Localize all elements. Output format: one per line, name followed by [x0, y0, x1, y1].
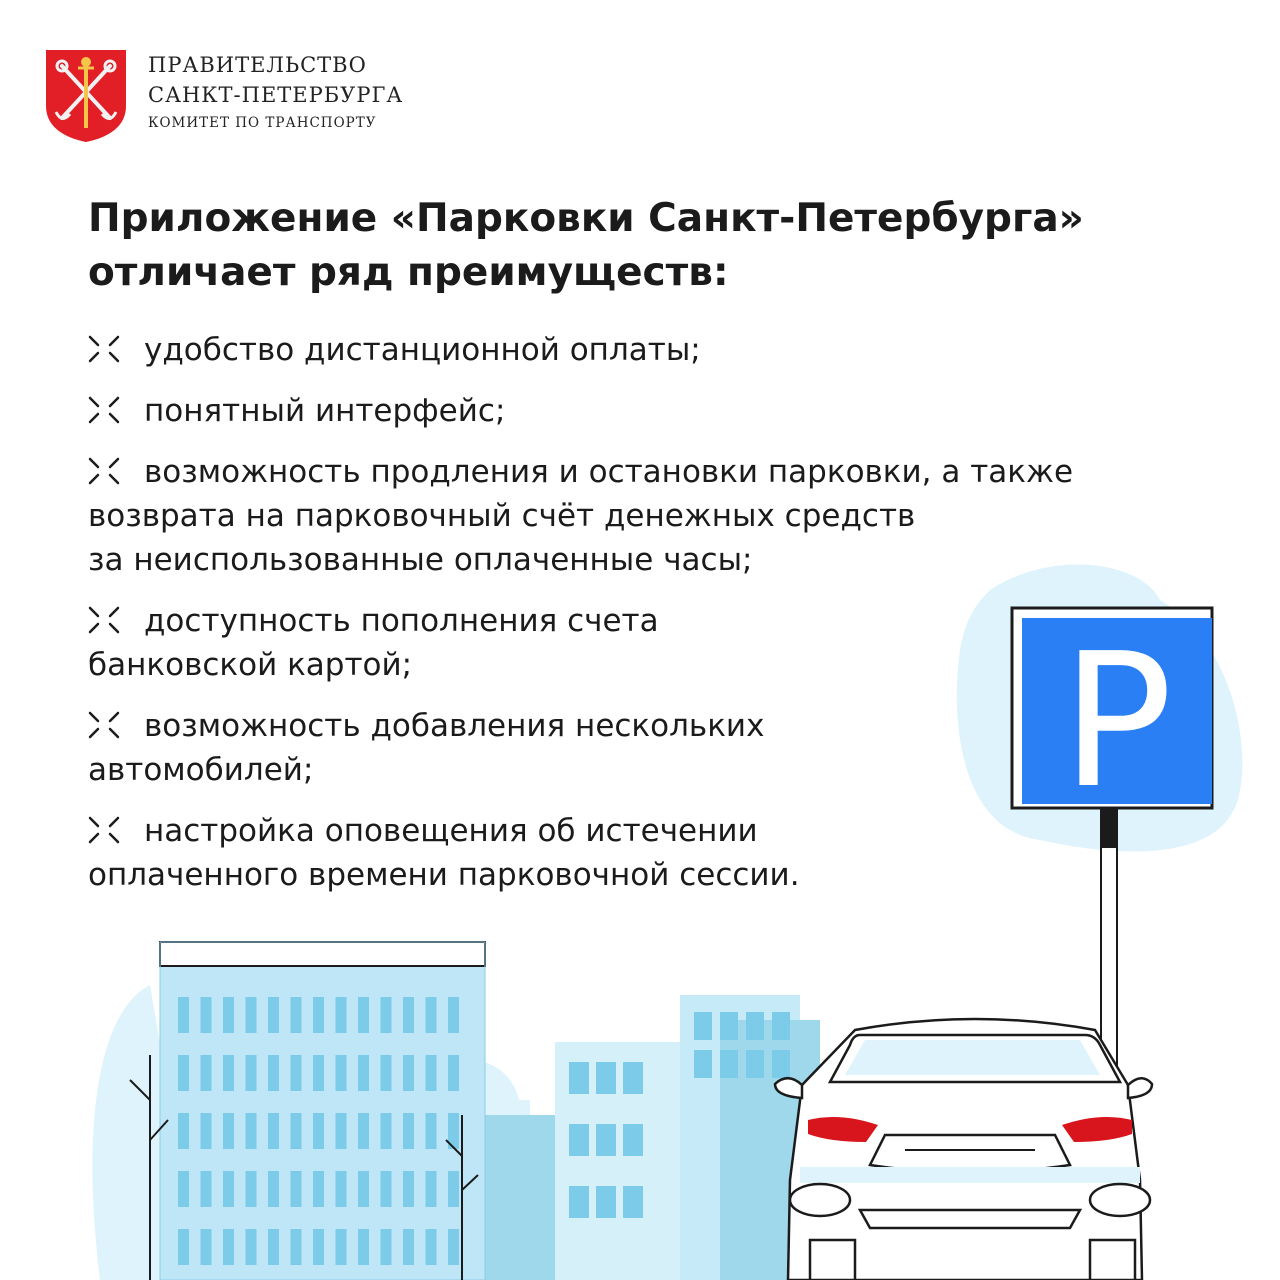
- building-window: [426, 1229, 437, 1265]
- building-window: [403, 1171, 414, 1207]
- bullet-brackets-icon: [88, 394, 120, 426]
- bullet-brackets-icon: [88, 333, 120, 365]
- building-window: [246, 1229, 257, 1265]
- benefit-text: банковской картой;: [88, 647, 413, 683]
- building-window: [358, 1229, 369, 1265]
- building-window: [403, 1055, 414, 1091]
- building-window: [403, 1113, 414, 1149]
- building-window: [268, 1113, 279, 1149]
- list-item: [88, 599, 1198, 687]
- benefit-text: возможность продления и остановки парковки, а также: [144, 454, 1074, 490]
- list-item: [88, 704, 1198, 792]
- building-window: [246, 1055, 257, 1091]
- building-window: [201, 1171, 212, 1207]
- building-window: [448, 1055, 459, 1091]
- building-window: [178, 1171, 189, 1207]
- building-window: [246, 1113, 257, 1149]
- car-illustration: [775, 1019, 1152, 1280]
- building-window: [381, 1171, 392, 1207]
- benefit-text: за неиспользованные оплаченные часы;: [88, 542, 753, 578]
- building-window: [223, 1229, 234, 1265]
- building-window: [426, 1171, 437, 1207]
- building-window: [268, 997, 279, 1033]
- building-window: [313, 1113, 324, 1149]
- building-window: [178, 1113, 189, 1149]
- building-window: [381, 1229, 392, 1265]
- building-window: [336, 1055, 347, 1091]
- building-window: [426, 1113, 437, 1149]
- building-window: [201, 1229, 212, 1265]
- benefit-text: возможность добавления нескольких: [144, 708, 765, 744]
- list-item: [88, 328, 1198, 372]
- benefit-text: настройка оповещения об истечении: [144, 813, 758, 849]
- benefits-list: [88, 328, 1198, 914]
- bullet-brackets-icon: [88, 455, 120, 487]
- building-window: [426, 997, 437, 1033]
- building-window: [336, 1229, 347, 1265]
- benefit-text: доступность пополнения счета: [144, 603, 659, 639]
- building-window: [178, 997, 189, 1033]
- building-windows-mid: [569, 1062, 643, 1218]
- building-window: [201, 1055, 212, 1091]
- building-window: [313, 1171, 324, 1207]
- building-window: [201, 1113, 212, 1149]
- building-window: [223, 1171, 234, 1207]
- list-item: [88, 389, 1198, 433]
- building-window: [403, 1229, 414, 1265]
- building-window: [313, 997, 324, 1033]
- building-window: [223, 1055, 234, 1091]
- coat-of-arms-icon: [44, 48, 128, 144]
- building-window: [223, 997, 234, 1033]
- building-window: [223, 1113, 234, 1149]
- organization-name: [148, 50, 403, 136]
- building-window: [291, 997, 302, 1033]
- building-window: [246, 997, 257, 1033]
- benefit-text: оплаченного времени парковочной сессии.: [88, 857, 800, 893]
- building-window: [291, 1229, 302, 1265]
- benefit-text: возврата на парковочный счёт денежных средств: [88, 498, 916, 534]
- list-item: [88, 809, 1198, 897]
- building-window: [448, 1229, 459, 1265]
- building-window: [201, 997, 212, 1033]
- org-line-3: КОМИТЕТ ПО ТРАНСПОРТУ: [148, 115, 377, 131]
- org-line-2: САНКТ-ПЕТЕРБУРГА: [148, 83, 404, 107]
- building-window: [268, 1055, 279, 1091]
- header: [44, 48, 464, 148]
- building-window: [336, 997, 347, 1033]
- building-window: [381, 1055, 392, 1091]
- title-line-1: Приложение «Парковки Санкт-Петербурга»: [88, 196, 1084, 241]
- building-window: [358, 997, 369, 1033]
- building-window: [381, 997, 392, 1033]
- building-window: [291, 1113, 302, 1149]
- bullet-brackets-icon: [88, 814, 120, 846]
- benefit-text: понятный интерфейс;: [144, 393, 506, 429]
- building-window: [178, 1055, 189, 1091]
- sign-letter: P: [1061, 613, 1173, 829]
- building-window: [268, 1229, 279, 1265]
- building-window: [291, 1055, 302, 1091]
- benefit-text: автомобилей;: [88, 752, 314, 788]
- title-line-2: отличает ряд преимуществ:: [88, 250, 729, 295]
- building-window: [358, 1113, 369, 1149]
- building-window: [336, 1113, 347, 1149]
- building-window: [313, 1055, 324, 1091]
- building-window: [448, 1171, 459, 1207]
- building-window: [246, 1171, 257, 1207]
- building-window: [426, 1055, 437, 1091]
- org-line-1: ПРАВИТЕЛЬСТВО: [148, 53, 367, 77]
- bullet-brackets-icon: [88, 709, 120, 741]
- page-title: [88, 192, 1208, 300]
- list-item: [88, 450, 1198, 582]
- bullet-brackets-icon: [88, 604, 120, 636]
- building-window: [178, 1229, 189, 1265]
- building-window: [403, 997, 414, 1033]
- benefit-text: удобство дистанционной оплаты;: [144, 332, 701, 368]
- building-window: [313, 1229, 324, 1265]
- building-window: [381, 1113, 392, 1149]
- building-window: [358, 1055, 369, 1091]
- building-window: [448, 997, 459, 1033]
- building-window: [336, 1171, 347, 1207]
- building-window: [268, 1171, 279, 1207]
- building-window: [291, 1171, 302, 1207]
- building-window: [358, 1171, 369, 1207]
